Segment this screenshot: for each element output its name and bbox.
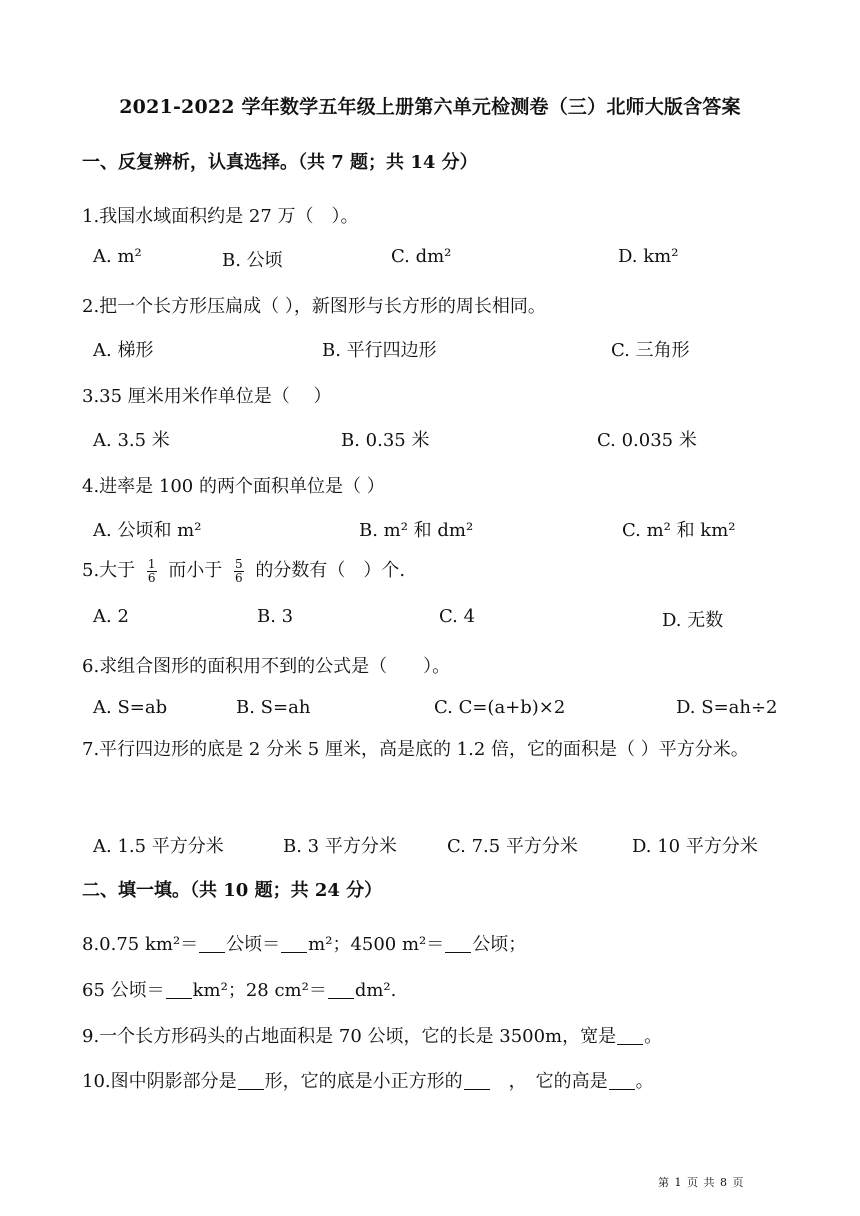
q1-option-b: B. 公顷 — [222, 250, 283, 271]
document-title: 2021-2022 学年数学五年级上册第六单元检测卷（三）北师大版含答案 — [119, 96, 741, 118]
q1-option-a: A. m² — [93, 246, 142, 267]
q4-option-a: A. 公顷和 m² — [93, 520, 202, 541]
q5-option-c: C. 4 — [439, 606, 476, 627]
answer-blank — [445, 951, 471, 953]
answer-blank — [617, 1043, 643, 1045]
q7-option-b: B. 3 平方分米 — [283, 836, 397, 857]
q10-text: 10.图中阴影部分是 — [82, 1071, 237, 1092]
answer-blank — [609, 1088, 635, 1090]
q8-text: 公顷； — [472, 934, 527, 955]
q10-text: 。 — [635, 1071, 654, 1092]
section-heading-fill: 二、填一填。（共 10 题；共 24 分） — [82, 880, 383, 901]
q2-option-a: A. 梯形 — [93, 340, 154, 361]
q9-end: 。 — [644, 1026, 663, 1047]
question-2: 2.把一个长方形压扁成（ ），新图形与长方形的周长相同。 — [82, 296, 546, 317]
q10-text: ， 它的高是 — [490, 1071, 608, 1092]
fraction-denominator: 6 — [147, 570, 156, 585]
q3-option-b: B. 0.35 米 — [341, 430, 430, 451]
q5-option-a: A. 2 — [93, 606, 129, 627]
q9-text: 9.一个长方形码头的占地面积是 70 公顷，它的长是 3500m，宽是 — [82, 1026, 617, 1047]
q10-text: 形，它的底是小正方形的 — [264, 1071, 463, 1092]
fraction-one-sixth — [147, 558, 157, 585]
q7-option-d: D. 10 平方分米 — [632, 836, 758, 857]
fraction-numerator: 1 — [147, 556, 156, 571]
q8-text: 65 公顷＝ — [82, 980, 165, 1001]
question-8-line-2 — [82, 976, 396, 1002]
q6-option-d: D. S=ah÷2 — [676, 697, 778, 718]
q5-prefix: 5.大于 — [82, 560, 136, 581]
q6-option-c: C. C=(a+b)×2 — [434, 697, 566, 718]
question-7: 7.平行四边形的底是 2 分米 5 厘米，高是底的 1.2 倍，它的面积是（ ）平方分米。 — [82, 739, 749, 760]
question-5 — [82, 556, 405, 585]
q5-option-d: D. 无数 — [662, 610, 724, 631]
q2-option-b: B. 平行四边形 — [322, 340, 437, 361]
q6-option-b: B. S=ah — [236, 697, 311, 718]
q3-option-c: C. 0.035 米 — [597, 430, 697, 451]
q3-option-a: A. 3.5 米 — [93, 430, 170, 451]
q8-text: m²；4500 m²＝ — [308, 934, 445, 955]
q1-option-d: D. km² — [618, 246, 679, 267]
q5-suffix: 的分数有（ ）个. — [255, 560, 406, 581]
q7-option-c: C. 7.5 平方分米 — [447, 836, 578, 857]
q2-option-c: C. 三角形 — [611, 340, 690, 361]
answer-blank — [238, 1088, 264, 1090]
q4-option-c: C. m² 和 km² — [622, 520, 736, 541]
question-10 — [82, 1067, 654, 1093]
q7-option-a: A. 1.5 平方分米 — [93, 836, 224, 857]
answer-blank — [464, 1088, 490, 1090]
q8-text: 8.0.75 km²＝ — [82, 934, 199, 955]
q8-text: dm². — [354, 980, 397, 1001]
question-8-line-1 — [82, 930, 526, 956]
answer-blank — [199, 951, 225, 953]
q5-option-b: B. 3 — [257, 606, 294, 627]
q4-option-b: B. m² 和 dm² — [359, 520, 474, 541]
q8-text: km²；28 cm²＝ — [192, 980, 327, 1001]
question-3: 3.35 厘米用米作单位是（ ） — [82, 386, 332, 407]
answer-blank — [281, 951, 307, 953]
answer-blank — [166, 997, 192, 999]
question-6: 6.求组合图形的面积用不到的公式是（ ）。 — [82, 656, 451, 677]
q8-text: 公顷＝ — [226, 934, 281, 955]
section-heading-choice: 一、反复辨析，认真选择。（共 7 题；共 14 分） — [82, 152, 478, 173]
question-1: 1.我国水域面积约是 27 万（ ）。 — [82, 206, 359, 227]
answer-blank — [328, 997, 354, 999]
fraction-five-sixths — [234, 558, 244, 585]
question-4: 4.进率是 100 的两个面积单位是（ ） — [82, 476, 385, 497]
fraction-numerator: 5 — [235, 556, 243, 571]
fraction-denominator: 6 — [235, 570, 243, 585]
q6-option-a: A. S=ab — [93, 697, 168, 718]
question-9 — [82, 1022, 662, 1048]
q5-middle: 而小于 — [168, 560, 223, 581]
q1-option-c: C. dm² — [391, 246, 452, 267]
page-number-footer: 第 1 页 共 8 页 — [658, 1176, 745, 1189]
